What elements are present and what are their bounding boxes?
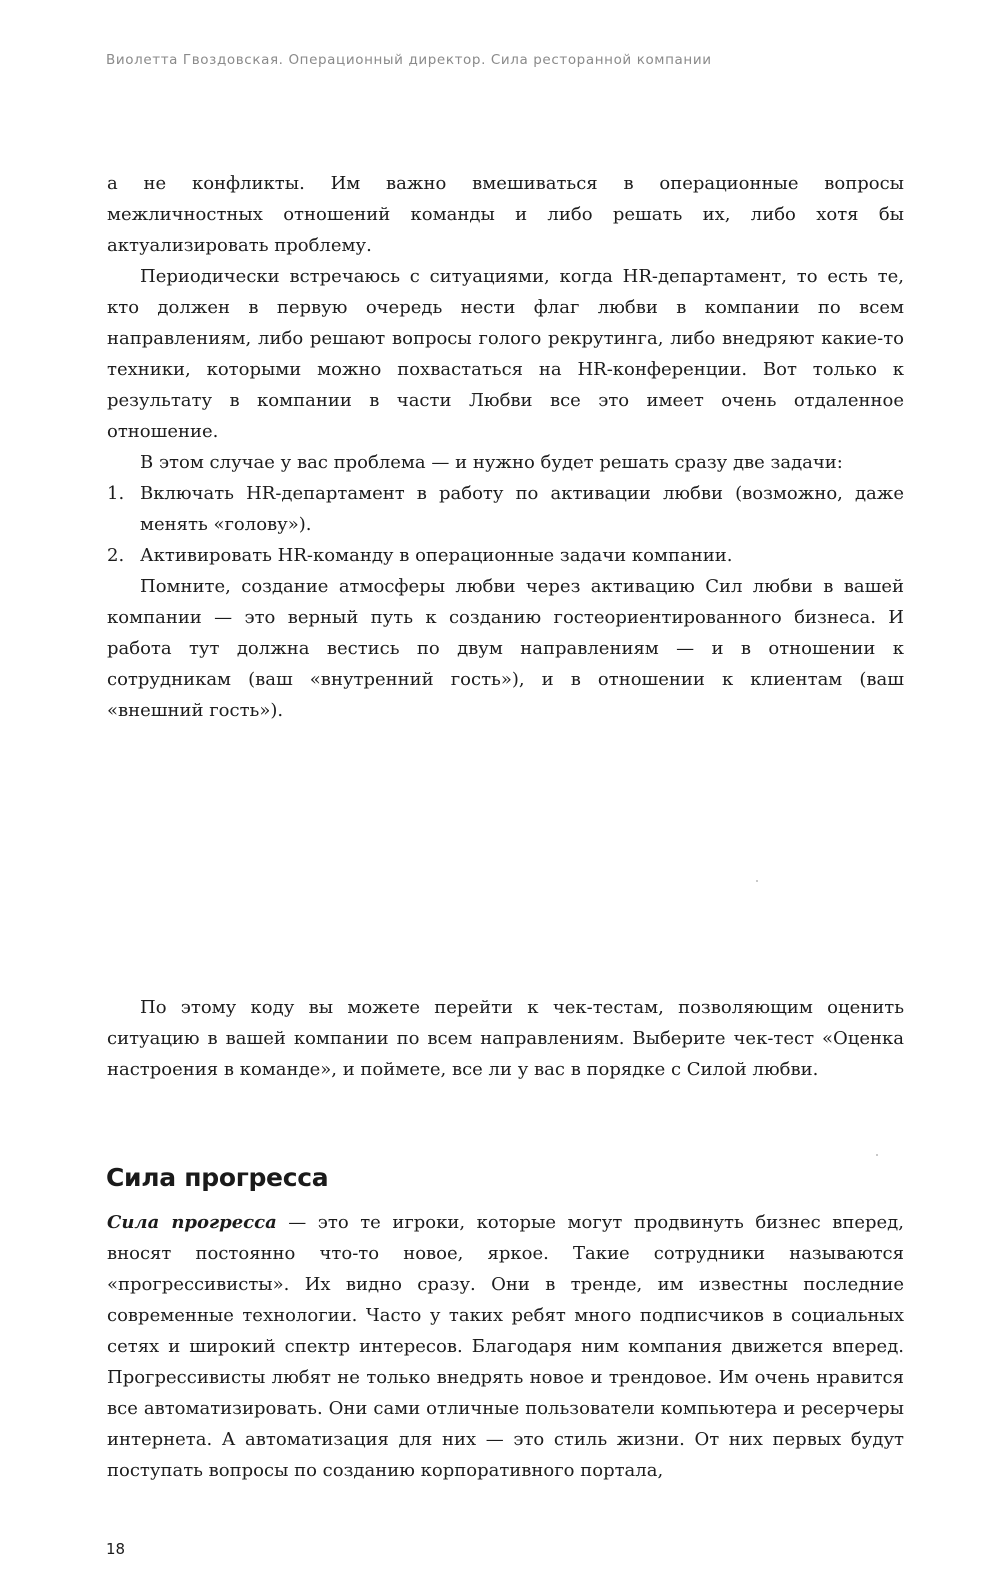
scan-speck [756, 880, 758, 882]
paragraph-1: а не конфликты. Им важно вмешиваться в операционные вопросы межличностных отношений команды и либо решать их, либо хотя бы актуализировать проблему. [107, 173, 904, 256]
list-item [107, 478, 904, 540]
running-head: Виолетта Гвоздовская. Операционный директор. Сила ресторанной компании [106, 52, 712, 68]
qr-note-block [107, 992, 904, 1085]
list-item-text: Включать HR-департамент в работу по активации любви (возможно, даже менять «голову»). [140, 483, 904, 535]
list-item-number: 2. [107, 545, 125, 566]
list-item-text: Активировать HR-команду в операционные задачи компании. [140, 545, 733, 566]
paragraph-3: В этом случае у вас проблема — и нужно будет решать сразу две задачи: [140, 452, 843, 473]
list-item-number: 1. [107, 483, 125, 504]
scan-speck [876, 1154, 878, 1156]
section-text-block [107, 1207, 904, 1486]
section-heading: Сила прогресса [106, 1163, 329, 1192]
list-item [107, 540, 904, 571]
main-text-block [107, 168, 904, 726]
paragraph-4: Помните, создание атмосферы любви через активацию Сил любви в вашей компании — это верный путь к созданию гостеориентированного бизнеса. И работа тут должна вестись по двум направлениям — и в отношении к сотрудникам (ваш «внутренний гость»), и в отношении к клиентам (ваш «внешний гость»). [107, 576, 904, 721]
section-paragraph [107, 1207, 904, 1486]
section-term: Сила прогресса [107, 1212, 277, 1233]
paragraph-2: Периодически встречаюсь с ситуациями, когда HR-департамент, то есть те, кто должен в первую очередь нести флаг любви в компании по всем направлениям, либо решают вопросы голого рекрутинга, либо внедряют какие-то техники, которыми можно похвастаться на HR-конференции. Вот только к результату в компании в части Любви все это имеет очень отдаленное отношение. [107, 266, 904, 442]
page-number: 18 [106, 1540, 126, 1558]
section-paragraph-text: — это те игроки, которые могут продвинуть бизнес вперед, вносят постоянно что-то новое, яркое. Такие сотрудники называются «прогрессивисты». Их видно сразу. Они в тренде, им известны последние современные технологии. Часто у таких ребят много подписчиков в социальных сетях и широкий спектр интересов. Благодаря ним компания движется вперед. Прогрессивисты любят не только внедрять новое и трендовое. Им очень нравится все автоматизировать. Они сами отличные пользователи компьютера и ресерчеры интернета. А автоматизация для них — это стиль жизни. От них первых будут поступать вопросы по созданию корпоративного портала, [107, 1212, 904, 1481]
qr-note-paragraph: По этому коду вы можете перейти к чек-тестам, позволяющим оценить ситуацию в вашей компании по всем направлениям. Выберите чек-тест «Оценка настроения в команде», и поймете, все ли у вас в порядке с Силой любви. [107, 997, 904, 1080]
